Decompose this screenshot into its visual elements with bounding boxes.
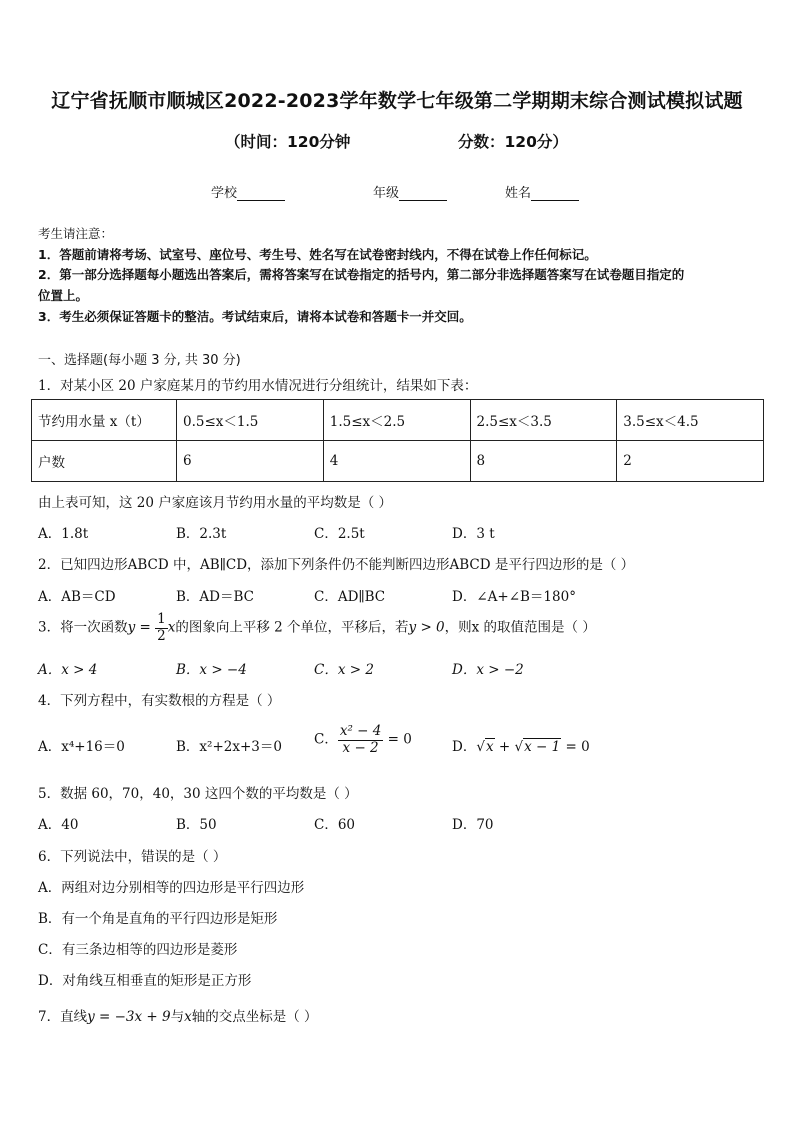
table-cell: 户数 (32, 441, 177, 482)
table-cell: 3.5≤x＜4.5 (617, 400, 764, 441)
q4-option-c-fraction (338, 724, 384, 756)
q7-stem (38, 1005, 318, 1025)
name-label: 姓名 (505, 186, 532, 201)
table-cell: 1.5≤x＜2.5 (323, 400, 470, 441)
q6-option-d: D．对角线互相垂直的矩形是正方形 (38, 973, 252, 989)
q3-frac-num: 1 (157, 611, 166, 627)
table-cell: 8 (470, 441, 617, 482)
table-row (32, 400, 764, 441)
q3-stem-c: ，则x 的取值范围是（ ） (444, 619, 596, 636)
q3-fraction (155, 612, 168, 644)
q3-x: x (167, 619, 176, 636)
table-cell: 节约用水量 x（t） (32, 400, 177, 441)
table-cell: 2.5≤x＜3.5 (470, 400, 617, 441)
q3-stem-a: 3．将一次函数 (38, 619, 128, 636)
q1-option-b: B．2.3t (176, 526, 227, 542)
exam-title: 辽宁省抚顺市顺城区2022-2023学年数学七年级第二学期期末综合测试模拟试题 (51, 90, 743, 112)
notice-item-1: 1．答题前请将考场、试室号、座位号、考生号、姓名写在试卷密封线内，不得在试卷上作任何标记。 (38, 247, 597, 262)
school-blank (237, 187, 285, 201)
q3-option-a: A．x > 4 (38, 662, 98, 678)
q2-option-a: A．AB＝CD (38, 589, 116, 605)
q4-d-rhs: = 0 (561, 739, 590, 755)
q6-option-c: C．有三条边相等的四边形是菱形 (38, 942, 238, 958)
q7-stem-a: 7．直线 (38, 1009, 88, 1025)
q5-option-a: A．40 (38, 817, 79, 833)
q7-stem-c: 轴的交点坐标是（ ） (191, 1009, 318, 1025)
q4-c-rhs: = 0 (383, 731, 412, 748)
q2-option-b: B．AD＝BC (176, 589, 254, 605)
q4-c-den: x − 2 (342, 739, 379, 756)
name-field (505, 182, 579, 201)
q3-stem-b: 的图象向上平移 2 个单位，平移后，若 (175, 619, 409, 636)
notice-heading: 考生请注意： (38, 226, 114, 241)
q2-option-d: D．∠A+∠B＝180° (452, 589, 576, 605)
q2-stem: 2．已知四边形ABCD 中，AB∥CD，添加下列条件仍不能判断四边形ABCD 是平行四边形的是（ ） (38, 557, 635, 573)
table-cell: 6 (177, 441, 324, 482)
q4-option-a: A．x⁴+16＝0 (38, 739, 125, 755)
q1-option-a: A．1.8t (38, 526, 89, 542)
grade-field (373, 182, 447, 201)
q3-cond: y > 0 (408, 619, 445, 636)
q3-frac-den: 2 (157, 627, 166, 644)
q5-option-d: D．70 (452, 817, 494, 833)
q6-stem: 6．下列说法中，错误的是（ ） (38, 849, 227, 865)
exam-score: 分数：120分） (458, 133, 568, 151)
q1-option-d: D．3 t (452, 526, 495, 542)
q3-eq: = (135, 619, 156, 636)
table-cell: 0.5≤x＜1.5 (177, 400, 324, 441)
q3-y: y (127, 619, 136, 636)
q6-option-a: A．两组对边分别相等的四边形是平行四边形 (38, 880, 305, 896)
q4-c-num: x² − 4 (339, 723, 382, 739)
q2-option-c: C．AD∥BC (314, 589, 386, 605)
table-cell: 2 (617, 441, 764, 482)
school-label: 学校 (211, 186, 238, 201)
water-usage-table (31, 399, 764, 482)
q6-option-b: B．有一个角是直角的平行四边形是矩形 (38, 911, 278, 927)
q4-d-plus: + (494, 739, 515, 755)
q1-stem: 1．对某小区 20 户家庭某月的节约用水情况进行分组统计，结果如下表： (38, 378, 478, 394)
q3-option-c: C．x > 2 (314, 662, 374, 678)
q7-stem-b: 与 (170, 1009, 185, 1025)
q4-d-radicand-2: x − 1 (524, 739, 561, 755)
q3-option-b: B．x > −4 (176, 662, 247, 678)
q4-d-radicand-1: x (485, 739, 494, 755)
q7-x: x (184, 1009, 192, 1025)
school-field (211, 182, 285, 201)
table-row (32, 441, 764, 482)
sqrt-icon: √ (514, 739, 524, 755)
exam-time: （时间：120分钟 (225, 133, 351, 151)
q4-option-c (314, 724, 412, 756)
table-cell: 4 (323, 441, 470, 482)
q5-option-c: C．60 (314, 817, 356, 833)
q1-option-c: C．2.5t (314, 526, 365, 542)
notice-item-2-cont: 位置上。 (38, 288, 89, 303)
q4-option-d-label: D． (452, 739, 477, 755)
q3-stem (38, 612, 596, 644)
q3-option-d: D．x > −2 (452, 662, 524, 678)
q4-option-b: B．x²+2x+3＝0 (176, 739, 282, 755)
notice-item-3: 3．考生必须保证答题卡的整洁。考试结束后，请将本试卷和答题卡一并交回。 (38, 309, 472, 324)
q4-option-c-label: C． (314, 731, 338, 748)
q4-stem: 4．下列方程中，有实数根的方程是（ ） (38, 693, 281, 709)
q7-equation: y = −3x + 9 (87, 1009, 171, 1025)
q1-after: 由上表可知，这 20 户家庭该月节约用水量的平均数是（ ） (38, 495, 393, 511)
q4-option-d (452, 735, 590, 755)
sqrt-icon: √ (476, 739, 485, 755)
q5-stem: 5．数据 60，70，40，30 这四个数的平均数是（ ） (38, 786, 358, 802)
notice-item-2: 2．第一部分选择题每小题选出答案后，需将答案写在试卷指定的括号内，第二部分非选择题答案写在试卷题目指定的 (38, 267, 685, 282)
grade-label: 年级 (373, 186, 400, 201)
name-blank (531, 187, 579, 201)
grade-blank (399, 187, 447, 201)
section-heading: 一、选择题(每小题 3 分, 共 30 分) (38, 353, 241, 368)
q5-option-b: B．50 (176, 817, 217, 833)
